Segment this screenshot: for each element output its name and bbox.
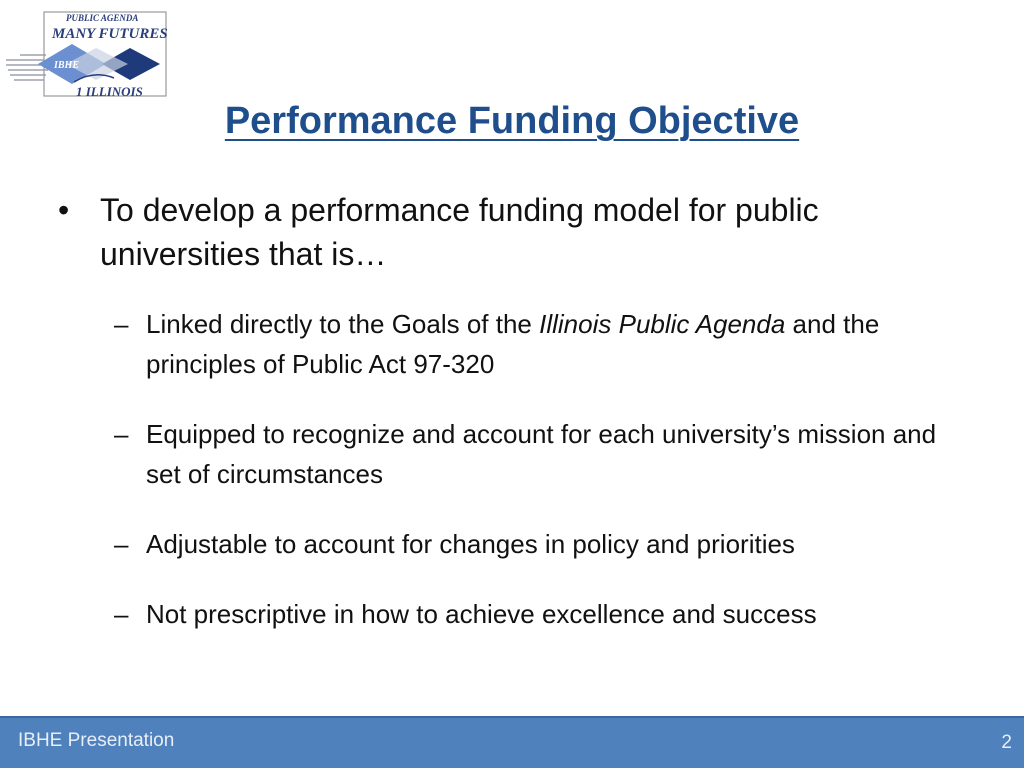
bullet-marker: • — [58, 192, 70, 228]
sub-bullet-item — [114, 524, 956, 564]
logo-line3: 1 ILLINOIS — [76, 84, 143, 99]
sub-bullet-item — [114, 414, 956, 494]
dash-marker: – — [114, 529, 129, 559]
public-agenda-logo — [4, 8, 172, 102]
footer-label: IBHE Presentation — [18, 730, 175, 751]
main-bullet — [56, 188, 956, 276]
slide-content — [56, 188, 956, 664]
sub-bullet-emphasis: Illinois Public Agenda — [539, 309, 786, 339]
sub-bullet-text-before: Linked directly to the Goals of the — [146, 309, 540, 339]
sub-bullet-item — [114, 594, 956, 634]
sub-bullet-list — [56, 304, 956, 634]
logo-badge: IBHE — [54, 60, 80, 71]
sub-bullet-text: Not prescriptive in how to achieve excellence and success — [146, 599, 817, 629]
dash-marker: – — [114, 599, 129, 629]
slide-title-text: Performance Funding Objective — [224, 100, 800, 142]
dash-marker: – — [114, 309, 129, 339]
main-bullet-text: To develop a performance funding model for public universities that is… — [100, 192, 819, 272]
slide-title — [0, 100, 1024, 143]
sub-bullet-text: Equipped to recognize and account for each university’s mission and set of circumstances — [146, 419, 937, 489]
logo-line2: MANY FUTURES — [52, 26, 168, 42]
sub-bullet-text-after: and the principles of Public Act 97-320 — [146, 309, 880, 379]
dash-marker: – — [114, 419, 129, 449]
sub-bullet-item — [114, 304, 956, 384]
page-number: 2 — [1001, 732, 1012, 753]
logo-line1: PUBLIC AGENDA — [66, 13, 139, 23]
sub-bullet-text: Adjustable to account for changes in policy and priorities — [146, 529, 795, 559]
slide-footer — [0, 716, 1024, 768]
logo-graphic — [4, 8, 172, 102]
